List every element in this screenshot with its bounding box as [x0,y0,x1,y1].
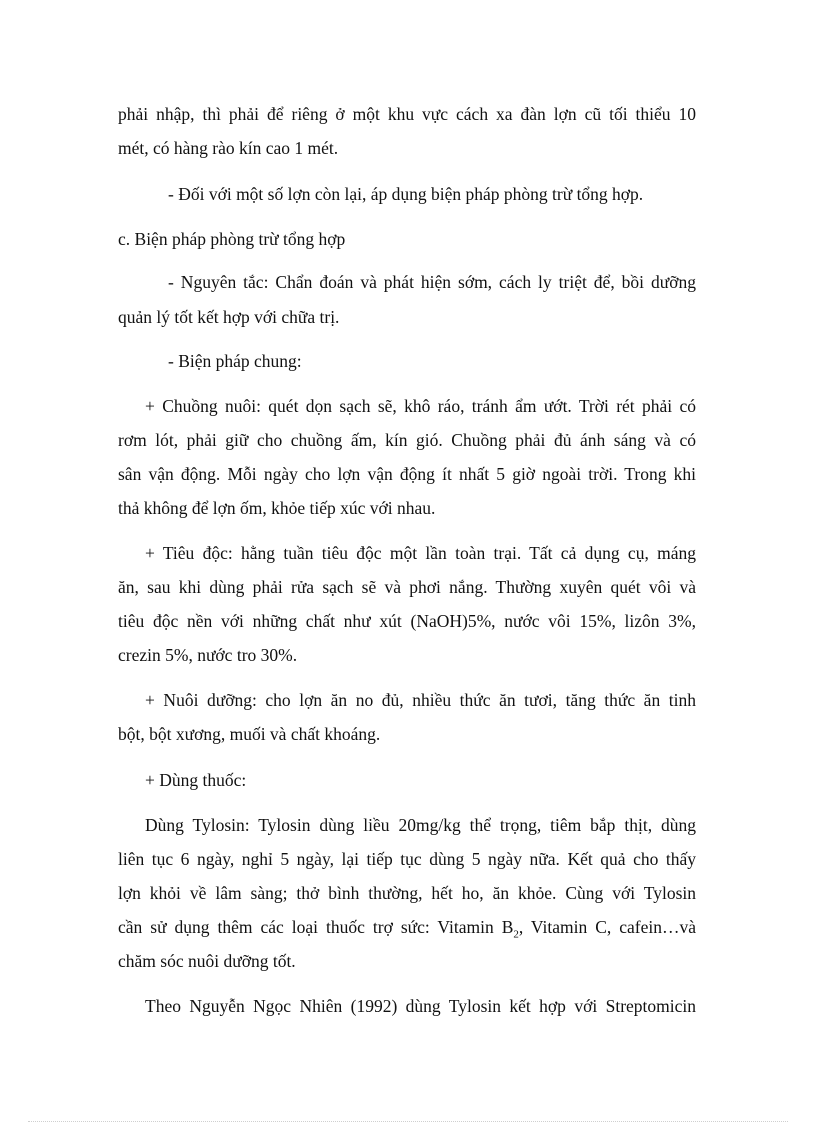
text-line [118,916,696,941]
text-line: rơm lót, phải giữ cho chuồng ấm, kín gió. Chuồng phải đủ ánh sáng và có [118,430,696,450]
text-line: sân vận động. Mỗi ngày cho lợn vận động ít nhất 5 giờ ngoài trời. Trong khi [118,464,696,484]
text-line: quản lý tốt kết hợp với chữa trị. [118,307,340,327]
section-heading: c. Biện pháp phòng trừ tổng hợp [118,229,346,249]
text-line: bột, bột xương, muối và chất khoáng. [118,724,381,744]
text-line: + Chuồng nuôi: quét dọn sạch sẽ, khô ráo, tránh ẩm ướt. Trời rét phải có [145,396,696,416]
text-line: - Biện pháp chung: [168,351,302,371]
text-line: ăn, sau khi dùng phải rửa sạch sẽ và phơi nắng. Thường xuyên quét vôi và [118,577,696,597]
text-line: phải nhập, thì phải để riêng ở một khu vực cách xa đàn lợn cũ tối thiểu 10 [118,104,696,124]
text-segment: , Vitamin C, cafein…và [518,917,696,937]
text-line: + Dùng thuốc: [145,770,247,790]
text-line: liên tục 6 ngày, nghỉ 5 ngày, lại tiếp tục dùng 5 ngày nữa. Kết quả cho thấy [118,849,696,869]
subscript: 2 [513,928,519,941]
text-line: lợn khỏi về lâm sàng; thở bình thường, hết ho, ăn khỏe. Cùng với Tylosin [118,883,696,903]
text-line: - Nguyên tắc: Chẩn đoán và phát hiện sớm, cách ly triệt để, bồi dưỡng [168,272,696,292]
text-line: tiêu độc nền với những chất như xút (NaOH)5%, nước vôi 15%, lizôn 3%, [118,611,696,631]
text-line: + Nuôi dưỡng: cho lợn ăn no đủ, nhiều thức ăn tươi, tăng thức ăn tinh [145,690,696,710]
text-line: + Tiêu độc: hằng tuần tiêu độc một lần toàn trại. Tất cả dụng cụ, máng [145,543,696,563]
text-line: - Đối với một số lợn còn lại, áp dụng biện pháp phòng trừ tổng hợp. [168,184,644,204]
page-bottom-border [28,1121,788,1122]
text-segment: cần sử dụng thêm các loại thuốc trợ sức: Vitamin B [118,917,514,937]
text-line: mét, có hàng rào kín cao 1 mét. [118,138,339,158]
text-line: Dùng Tylosin: Tylosin dùng liều 20mg/kg thể trọng, tiêm bắp thịt, dùng [145,815,696,835]
text-line: chăm sóc nuôi dưỡng tốt. [118,951,296,971]
text-line: thả không để lợn ốm, khỏe tiếp xúc với nhau. [118,498,436,518]
text-line: Theo Nguyễn Ngọc Nhiên (1992) dùng Tylosin kết hợp với Streptomicin [145,996,696,1016]
text-line: crezin 5%, nước tro 30%. [118,645,298,665]
